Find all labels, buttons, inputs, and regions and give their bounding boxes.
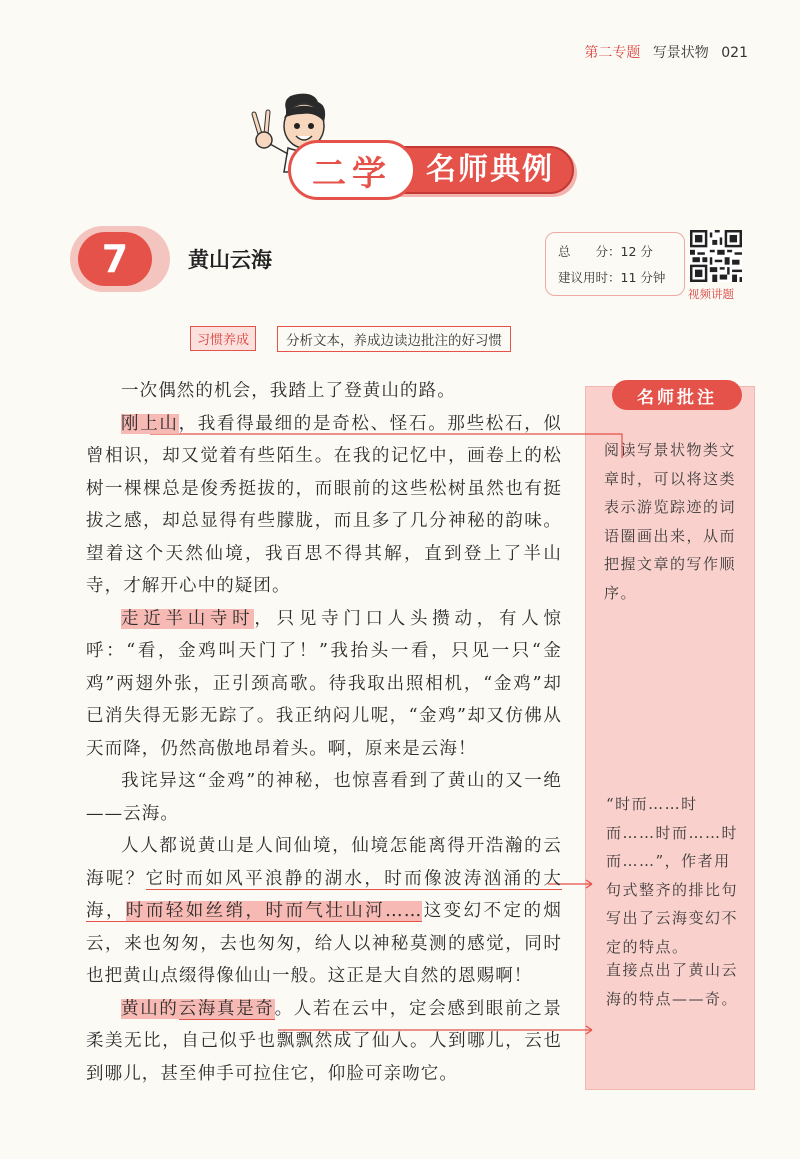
note-2: “时而……时而……时而……时而……”，作者用句式整齐的排比句写出了云海变幻不定的特点。: [606, 795, 739, 956]
total-score-row: [558, 239, 684, 265]
time-label: 建议用时：: [558, 270, 621, 285]
paragraph-5-lead: 人人都说黄山是人间仙境，仙境怎能离得开浩瀚的云海呢？: [86, 836, 562, 889]
total-score-label: 总 分：: [558, 244, 621, 259]
score-box: [545, 232, 685, 296]
banner-title: 名师典例: [426, 152, 554, 187]
paragraph-5-text: 这变幻不定的烟云，来也匆匆，去也匆匆，给人以神秘莫测的感觉，同时也把黄山点缀得像仙山一般。这正是大自然的恩赐啊！: [86, 901, 563, 986]
paragraph-1: 一次偶然的机会，我踏上了登黄山的路。: [121, 381, 456, 401]
notes-header: 名师批注: [612, 380, 742, 410]
highlight-key-feature: 云海真是奇: [178, 998, 275, 1019]
banner-circle-label: 二学: [288, 140, 416, 200]
underlined-parallelism: 它时而如风平浪静的湖水，时而像波涛汹涌的大海，: [86, 868, 562, 921]
paragraph-4: 我诧异这“金鸡”的神秘，也惊喜看到了黄山的又一绝——云海。: [86, 771, 562, 824]
section-banner: [238, 88, 583, 208]
total-score-value: 12 分: [620, 244, 653, 259]
time-row: [558, 265, 684, 291]
lesson-title: 黄山云海: [188, 248, 272, 272]
habit-text: 分析文本，养成边读边批注的好习惯: [277, 326, 511, 352]
topic-label: 写景状物: [652, 45, 709, 61]
paragraph-3-text: ，只见寺门口人头攒动，有人惊呼：“看，金鸡叫天门了！”我抬头一看，只见一只“金鸡”两翅外张，正引颈高歌。待我取出照相机，“金鸡”却已消失得无影无踪了。我正纳闷儿呢，“金鸡”却又仿佛从天而降，仍然高傲地昂着头。啊，原来是云海！: [86, 608, 562, 759]
habit-tag: 习惯养成: [190, 326, 256, 351]
paragraph-2: [86, 408, 562, 603]
article-body: [86, 375, 562, 1090]
lesson-number: 7: [78, 232, 152, 286]
page-number: 021: [721, 45, 748, 61]
page-header: [584, 42, 748, 62]
paragraph-6-lead: 黄山的: [121, 998, 179, 1019]
qr-code-icon[interactable]: [690, 230, 742, 282]
paragraph-6: [86, 993, 562, 1091]
note-3: 直接点出了黄山云海的特点——奇。: [606, 961, 739, 1008]
section-label: 第二专题: [584, 45, 641, 61]
note-1: 阅读写景状物类文章时，可以将这类表示游览踪迹的词语圈画出来，从而把握文章的写作顺序。: [604, 441, 737, 602]
paragraph-5: [86, 830, 562, 993]
time-value: 11 分钟: [620, 270, 666, 285]
highlight-travel-mark: 刚上山: [121, 413, 179, 434]
highlight-travel-mark: 走近半山寺时: [121, 608, 255, 629]
highlighted-parallelism: 时而轻如丝绡，时而气壮山河……: [125, 901, 423, 921]
paragraph-2-text: ，我看得最细的是奇松、怪石。那些松石，似曾相识，却又觉着有些陌生。在我的记忆中，画卷上的松树一棵棵总是俊秀挺拔的，而眼前的这些松树虽然也有挺拔之感，却总显得有些朦胧，而且多了几分神秘的韵味。望着这个天然仙境，我百思不得其解，直到登上了半山寺，才解开心中的疑团。: [86, 413, 562, 596]
paragraph-6-text: 。人若在云中，定会感到眼前之景柔美无比，自己似乎也飘飘然成了仙人。人到哪儿，云也到哪儿，甚至伸手可拉住它，仰脸可亲吻它。: [86, 998, 563, 1084]
paragraph-3: [86, 603, 562, 766]
video-lesson-label[interactable]: 视频讲题: [688, 287, 734, 301]
